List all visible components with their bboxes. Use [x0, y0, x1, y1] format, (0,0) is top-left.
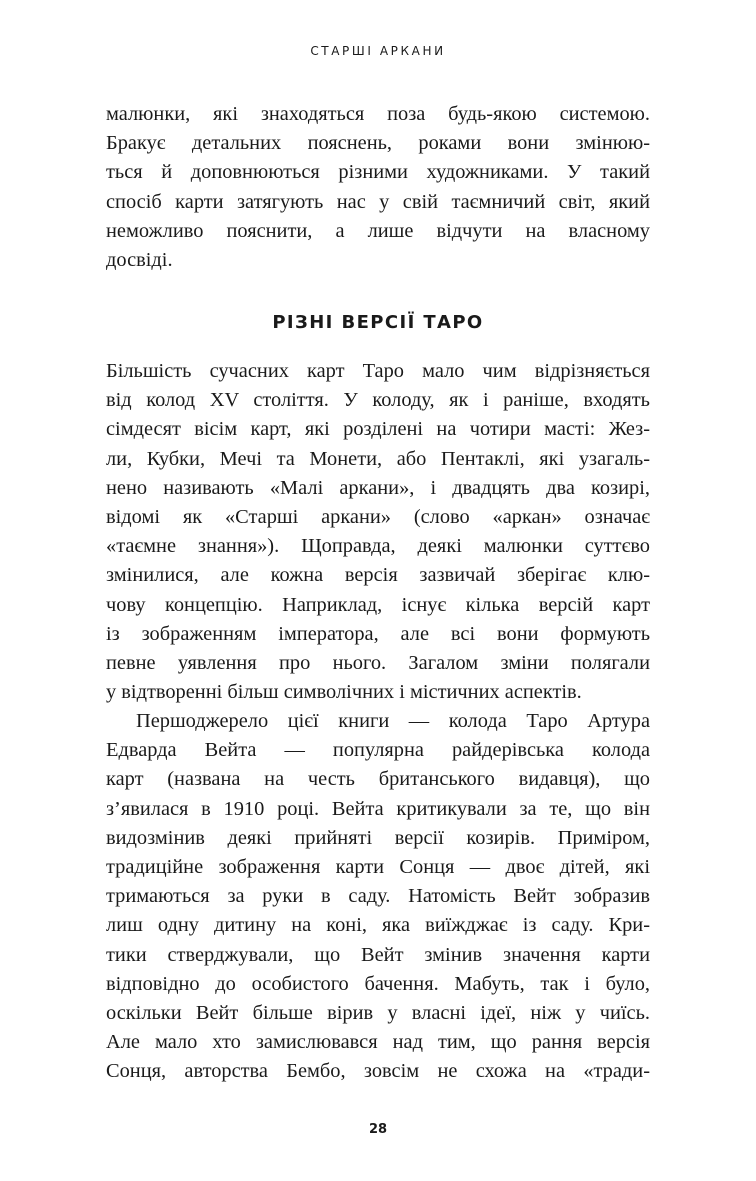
paragraph-3: [106, 707, 650, 1086]
text-line: Більшість сучасних карт Таро мало чим відрізняється: [106, 360, 650, 382]
text-line: у відтворенні більш символічних і містичних аспектів.: [106, 681, 582, 704]
text-line: «таємне знання»). Щоправда, деякі малюнки суттєво: [106, 535, 650, 558]
text-line: тики стверджували, що Вейт змінив значення карти: [106, 943, 650, 966]
text-line: певне уявлення про нього. Загалом зміни полягали: [106, 651, 650, 674]
text-line: Але мало хто замислювався над тим, що рання версія: [106, 1031, 650, 1054]
text-line: Сонця, авторства Бембо, зовсім не схожа на «тради-: [106, 1060, 650, 1083]
section-heading: РІЗНІ ВЕРСІЇ ТАРО: [272, 312, 484, 333]
text-line: видозмінив деякі прийняті версії козирів. Приміром,: [106, 826, 650, 849]
text-line: з’явилася в 1910 році. Вейта критикували за те, що він: [106, 797, 650, 820]
text-line: відповідно до особистого бачення. Мабуть, так і було,: [106, 972, 650, 995]
text-line: сімдесят вісім карт, які розділені на чотири масті: Жез-: [106, 418, 650, 441]
text-line: традиційне зображення карти Сонця — двоє дітей, які: [106, 855, 650, 878]
text-line: Бракує детальних пояснень, роками вони змінюю-: [106, 132, 650, 155]
text-line: чову концепцію. Наприклад, існує кілька версій карт: [106, 593, 650, 616]
text-line: неможливо пояснити, а лише відчути на власному: [106, 219, 650, 242]
text-line: оскільки Вейт більше вірив у власні ідеї, ніж у чиїсь.: [106, 1001, 650, 1024]
text-line: Першоджерело цієї книги — колода Таро Артура: [136, 710, 650, 732]
text-line: малюнки, які знаходяться поза будь-якою системою.: [106, 103, 650, 125]
paragraph-1: [106, 100, 650, 275]
text-line: нено називають «Малі аркани», і двадцять два козирі,: [106, 476, 650, 499]
text-line: спосіб карти затягують нас у свій таємничий світ, який: [106, 190, 650, 213]
text-line: карт (названа на честь британського видавця), що: [106, 768, 650, 791]
text-line: ли, Кубки, Мечі та Монети, або Пентаклі, які узагаль-: [106, 447, 650, 470]
text-line: лиш одну дитину на коні, яка виїжджає із саду. Кри-: [106, 914, 650, 937]
text-line: змінилися, але кожна версія зазвичай зберігає клю-: [106, 564, 650, 587]
text-line: від колод XV століття. У колоду, як і раніше, входять: [106, 389, 650, 412]
text-line: ться й доповнюються різними художниками. У такий: [106, 161, 650, 184]
text-line: із зображенням імператора, але всі вони формують: [106, 622, 650, 645]
paragraph-2: [106, 357, 650, 707]
text-line: досвіді.: [106, 248, 173, 271]
text-line: Едварда Вейта — популярна райдерівська колода: [106, 739, 650, 762]
running-head: СТАРШІ АРКАНИ: [310, 44, 446, 58]
text-line: відомі як «Старші аркани» (слово «аркан» означає: [106, 505, 650, 528]
text-line: тримаються за руки в саду. Натомість Вейт зобразив: [106, 885, 650, 908]
page-number: 28: [368, 1122, 388, 1137]
